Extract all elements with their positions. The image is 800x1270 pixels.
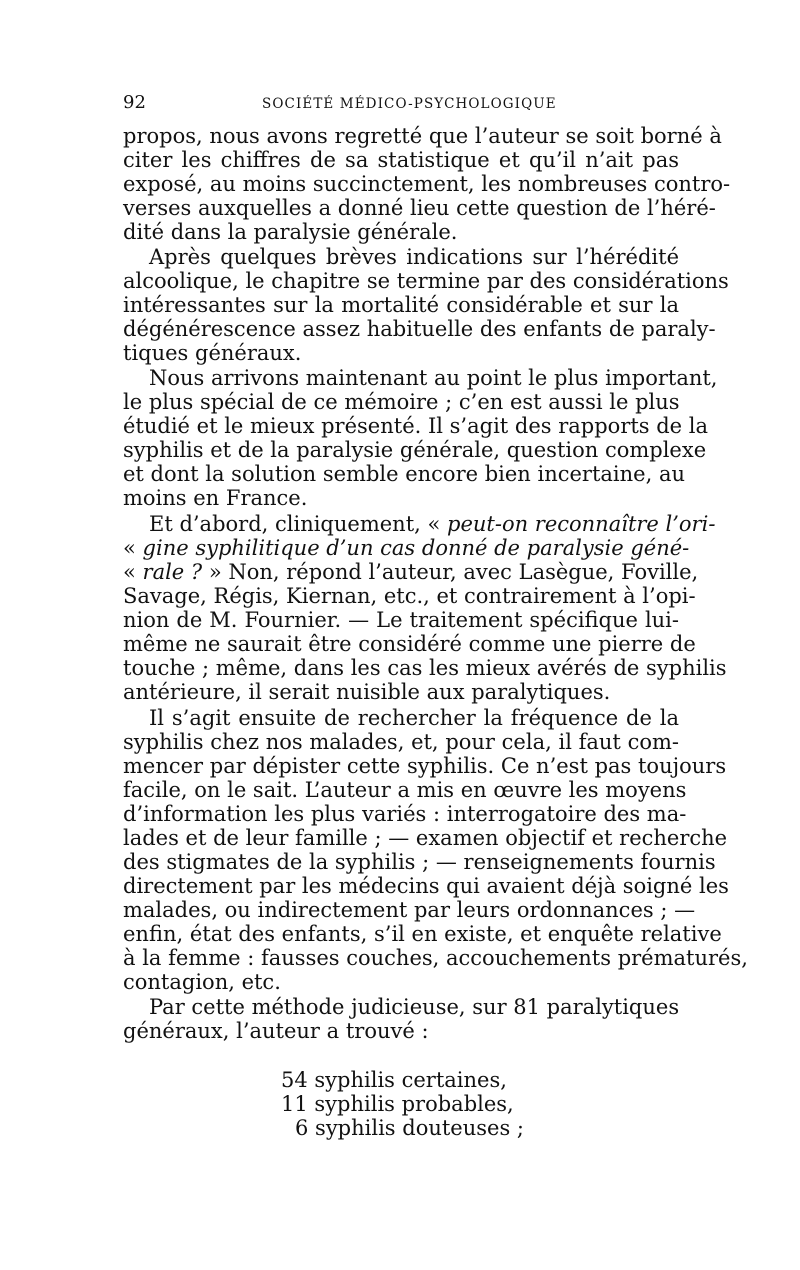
- text-line: dité dans la paralysie générale.: [123, 220, 458, 244]
- page-header: [123, 92, 683, 116]
- page-number: 92: [123, 92, 146, 113]
- text-line: étudié et le mieux présenté. Il s’agit des rapports de la: [123, 414, 709, 438]
- text-line: Nous arrivons maintenant au point le plus important,: [149, 366, 718, 390]
- text-line: lades et de leur famille ; — examen objectif et recherche: [123, 826, 728, 850]
- text-line: antérieure, il serait nuisible aux paralytiques.: [123, 680, 611, 704]
- text-line: alcoolique, le chapitre se termine par des considérations: [123, 269, 729, 293]
- text-line: d’information les plus variés : interrogatoire des ma-: [123, 802, 687, 826]
- text-line: exposé, au moins succinctement, les nombreuses contro-: [123, 172, 731, 196]
- text-line: enfin, état des enfants, s’il en existe, et enquête relative: [123, 922, 722, 946]
- running-title: SOCIÉTÉ MÉDICO-PSYCHOLOGIQUE: [262, 96, 557, 112]
- text-line: et dont la solution semble encore bien incertaine, au: [123, 462, 685, 486]
- text-line: à la femme : fausses couches, accouchements prématurés,: [123, 946, 748, 970]
- text-line: directement par les médecins qui avaient déjà soigné les: [123, 874, 729, 898]
- text-line: malades, ou indirectement par leurs ordonnances ; —: [123, 898, 696, 922]
- text-line: verses auxquelles a donné lieu cette question de l’héré-: [123, 196, 716, 220]
- text-line: contagion, etc.: [123, 970, 281, 994]
- figure-line-doubtful: 6 syphilis douteuses ;: [295, 1116, 524, 1140]
- text-line: citer les chiffres de sa statistique et qu’il n’ait pas: [123, 148, 679, 172]
- text-run: » Non, répond l’auteur, avec Lasègue, Foville,: [202, 560, 699, 584]
- quoted-italic-text: peut-on reconnaître l’ori-: [447, 512, 716, 536]
- text-line: Il s’agit ensuite de rechercher la fréquence de la: [149, 706, 679, 730]
- text-line: des stigmates de la syphilis ; — renseignements fournis: [123, 850, 716, 874]
- figure-line-probable: 11 syphilis probables,: [281, 1092, 514, 1116]
- text-line: même ne saurait être considéré comme une pierre de: [123, 632, 696, 656]
- text-run: «: [123, 536, 143, 560]
- text-line: syphilis et de la paralysie générale, question complexe: [123, 438, 707, 462]
- text-line: moins en France.: [123, 486, 308, 510]
- text-line: touche ; même, dans les cas les mieux avérés de syphilis: [123, 656, 727, 680]
- text-line: propos, nous avons regretté que l’auteur se soit borné à: [123, 124, 722, 148]
- text-line: Après quelques brèves indications sur l’hérédité: [149, 245, 679, 269]
- text-line: Savage, Régis, Kiernan, etc., et contrairement à l’opi-: [123, 584, 696, 608]
- text-line: tiques généraux.: [123, 341, 302, 365]
- text-line: le plus spécial de ce mémoire ; c’en est aussi le plus: [123, 390, 680, 414]
- text-line: généraux, l’auteur a trouvé :: [123, 1019, 429, 1043]
- text-line: intéressantes sur la mortalité considérable et sur la: [123, 293, 679, 317]
- text-line: facile, on le sait. L’auteur a mis en œuvre les moyens: [123, 778, 687, 802]
- quoted-italic-text: gine syphilitique d’un cas donné de paralysie géné-: [142, 536, 690, 560]
- figure-line-certain: 54 syphilis certaines,: [281, 1068, 507, 1092]
- text-line: [123, 512, 716, 536]
- text-line: [123, 536, 690, 560]
- text-line: [123, 560, 699, 584]
- text-line: dégénérescence assez habituelle des enfants de paraly-: [123, 317, 716, 341]
- quoted-italic-text: rale ?: [142, 560, 203, 584]
- text-line: syphilis chez nos malades, et, pour cela, il faut com-: [123, 730, 679, 754]
- text-run: Et d’abord, cliniquement, «: [149, 512, 448, 536]
- text-run: «: [123, 560, 143, 584]
- text-line: mencer par dépister cette syphilis. Ce n’est pas toujours: [123, 754, 727, 778]
- text-line: nion de M. Fournier. — Le traitement spécifique lui-: [123, 608, 679, 632]
- text-line: Par cette méthode judicieuse, sur 81 paralytiques: [149, 995, 680, 1019]
